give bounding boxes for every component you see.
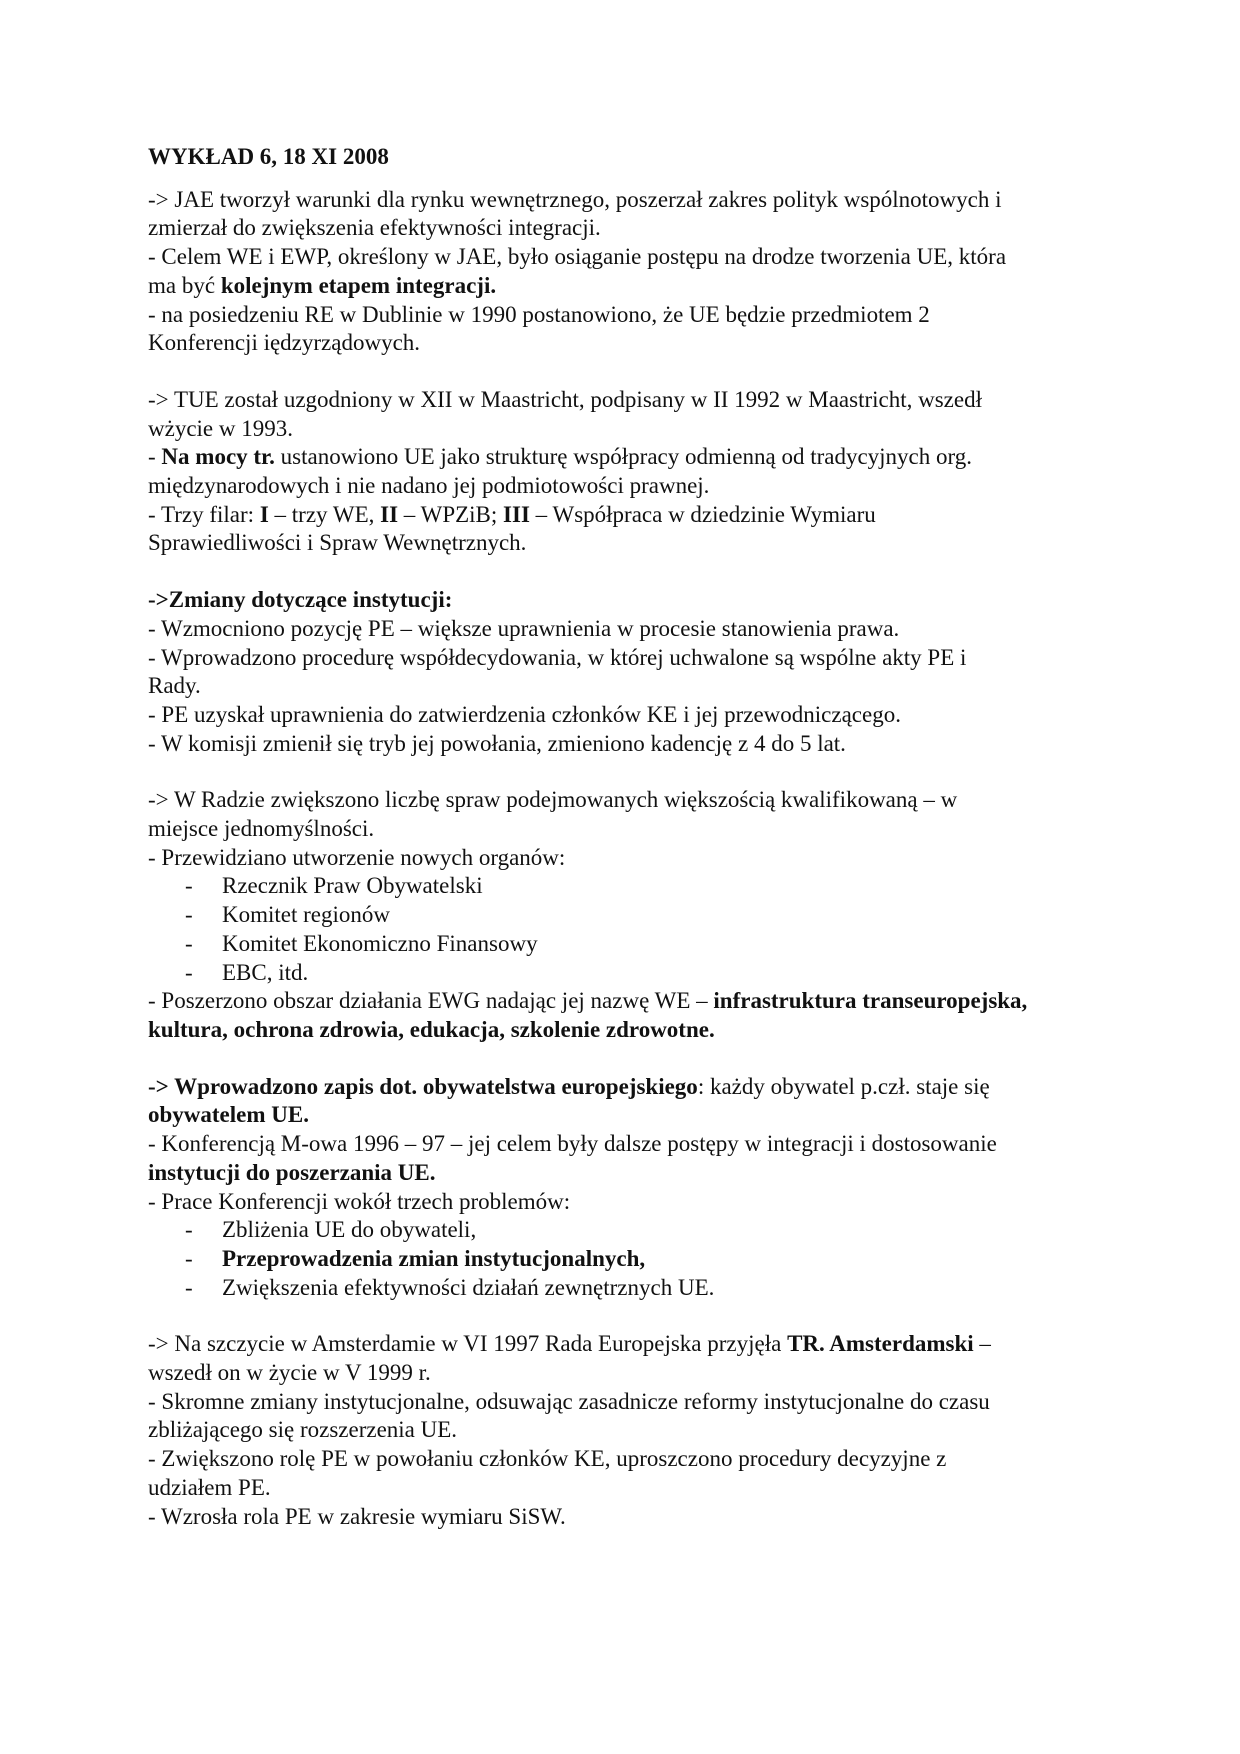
list-item-text: Zbliżenia UE do obywateli, xyxy=(222,1217,477,1243)
list-item xyxy=(148,901,1098,930)
text-line: wszedł on w życie w V 1999 r. xyxy=(148,1360,431,1386)
list-item xyxy=(148,930,1098,959)
bold-run: III xyxy=(503,501,530,527)
paragraph-institutions xyxy=(148,586,1098,758)
conference-problems-list xyxy=(148,1216,1098,1302)
list-dash: - xyxy=(185,930,193,956)
list-item xyxy=(148,1245,1098,1274)
text-line: kultura, ochrona zdrowia, edukacja, szkolenie zdrowotne. xyxy=(148,1016,715,1042)
new-bodies-list xyxy=(148,872,1098,987)
bold-run: I xyxy=(259,501,269,527)
list-dash: - xyxy=(185,1217,193,1243)
list-item xyxy=(148,959,1098,988)
text-line xyxy=(148,1073,1098,1102)
text-run: – Współpraca w dziedzinie Wymiaru xyxy=(529,501,876,527)
list-dash: - xyxy=(185,873,193,899)
text-line: - Prace Konferencji wokół trzech problemów: xyxy=(148,1188,571,1214)
text-run: - Trzy filar: xyxy=(148,501,260,527)
text-line: - Zwiększono rolę PE w powołaniu członków KE, uproszczono procedury decyzyjne z xyxy=(148,1446,947,1472)
list-dash: - xyxy=(185,959,193,985)
text-line: miejsce jednomyślności. xyxy=(148,816,375,842)
text-line: instytucji do poszerzania UE. xyxy=(148,1159,436,1185)
text-line: Konferencji iędzyrządowych. xyxy=(148,330,421,356)
text-line: - W komisji zmienił się tryb jej powołania, zmieniono kadencję z 4 do 5 lat. xyxy=(148,730,846,756)
list-item-text: Komitet Ekonomiczno Finansowy xyxy=(222,930,538,956)
text-run: ma być xyxy=(148,272,221,298)
text-run: – xyxy=(973,1331,991,1357)
text-line: - Konferencją M-owa 1996 – 97 – jej celem były dalsze postępy w integracji i dostosowanie xyxy=(148,1131,997,1157)
text-run: - xyxy=(148,444,162,470)
text-line: - Skromne zmiany instytucjonalne, odsuwając zasadnicze reformy instytucjonalne do czasu xyxy=(148,1388,990,1414)
text-line: - Przewidziano utworzenie nowych organów: xyxy=(148,844,566,870)
text-line: międzynarodowych i nie nadano jej podmiotowości prawnej. xyxy=(148,473,710,499)
list-item-text: Zwiększenia efektywności działań zewnętrznych UE. xyxy=(222,1274,715,1300)
bold-run: II xyxy=(380,501,399,527)
list-item xyxy=(148,1216,1098,1245)
bold-run: -> Wprowadzono zapis dot. obywatelstwa europejskiego xyxy=(148,1073,698,1099)
list-item xyxy=(148,1274,1098,1303)
text-run: – trzy WE, xyxy=(268,501,381,527)
paragraph-tue xyxy=(148,386,1098,558)
paragraph-amsterdam xyxy=(148,1330,1098,1531)
paragraph-jae xyxy=(148,186,1098,358)
text-run: – WPZiB; xyxy=(398,501,504,527)
text-line: Sprawiedliwości i Spraw Wewnętrznych. xyxy=(148,530,527,556)
text-line xyxy=(148,501,1098,530)
text-run: ustanowiono UE jako strukturę współpracy odmienną od tradycyjnych org. xyxy=(274,444,973,470)
paragraph-council xyxy=(148,786,1098,1044)
bold-run: infrastruktura transeuropejska, xyxy=(713,988,1028,1014)
list-dash: - xyxy=(185,1274,193,1300)
text-line: wżycie w 1993. xyxy=(148,415,293,441)
text-run: : każdy obywatel p.czł. staje się xyxy=(697,1073,990,1099)
list-item-text: Komitet regionów xyxy=(222,902,390,928)
list-item-text: Rzecznik Praw Obywatelski xyxy=(222,873,483,899)
list-item xyxy=(148,872,1098,901)
list-dash: - xyxy=(185,902,193,928)
text-line: - Celem WE i EWP, określony w JAE, było osiąganie postępu na drodze tworzenia UE, która xyxy=(148,244,1007,270)
text-line: - PE uzyskał uprawnienia do zatwierdzenia członków KE i jej przewodniczącego. xyxy=(148,701,901,727)
list-item-text: Przeprowadzenia zmian instytucjonalnych, xyxy=(222,1245,646,1271)
bold-run: kolejnym etapem integracji. xyxy=(220,272,497,298)
text-line: obywatelem UE. xyxy=(148,1102,309,1128)
text-line: - Wzmocniono pozycję PE – większe uprawnienia w procesie stanowienia prawa. xyxy=(148,615,900,641)
text-line xyxy=(148,987,1098,1016)
text-line xyxy=(148,272,1098,301)
text-line: - Wprowadzono procedurę współdecydowania, w której uchwalone są wspólne akty PE i xyxy=(148,644,967,670)
lecture-title: WYKŁAD 6, 18 XI 2008 xyxy=(148,144,389,169)
text-line xyxy=(148,443,1098,472)
document-body xyxy=(148,143,1098,1559)
text-line: zbliżającego się rozszerzenia UE. xyxy=(148,1417,458,1443)
bold-run: TR. Amsterdamski xyxy=(787,1331,974,1357)
text-run: -> Na szczycie w Amsterdamie w VI 1997 Rada Europejska przyjęła xyxy=(148,1331,788,1357)
text-run: - Poszerzono obszar działania EWG nadając jej nazwę WE – xyxy=(148,988,714,1014)
list-item-text: EBC, itd. xyxy=(222,959,309,985)
text-line: udziałem PE. xyxy=(148,1474,271,1500)
text-line: -> TUE został uzgodniony w XII w Maastricht, podpisany w II 1992 w Maastricht, wszedł xyxy=(148,386,982,412)
list-dash: - xyxy=(185,1245,193,1271)
text-line xyxy=(148,1330,1098,1359)
paragraph-citizenship xyxy=(148,1073,1098,1303)
text-line: -> JAE tworzył warunki dla rynku wewnętrznego, poszerzał zakres polityk wspólnotowych i xyxy=(148,186,1002,212)
bold-run: Na mocy tr. xyxy=(161,444,275,470)
text-line: - Wzrosła rola PE w zakresie wymiaru SiSW. xyxy=(148,1503,566,1529)
text-line: - na posiedzeniu RE w Dublinie w 1990 postanowiono, że UE będzie przedmiotem 2 xyxy=(148,301,930,327)
section-heading: ->Zmiany dotyczące instytucji: xyxy=(148,587,453,613)
text-line: Rady. xyxy=(148,673,201,699)
text-line: zmierzał do zwiększenia efektywności integracji. xyxy=(148,215,601,241)
text-line: -> W Radzie zwiększono liczbę spraw podejmowanych większością kwalifikowaną – w xyxy=(148,787,958,813)
